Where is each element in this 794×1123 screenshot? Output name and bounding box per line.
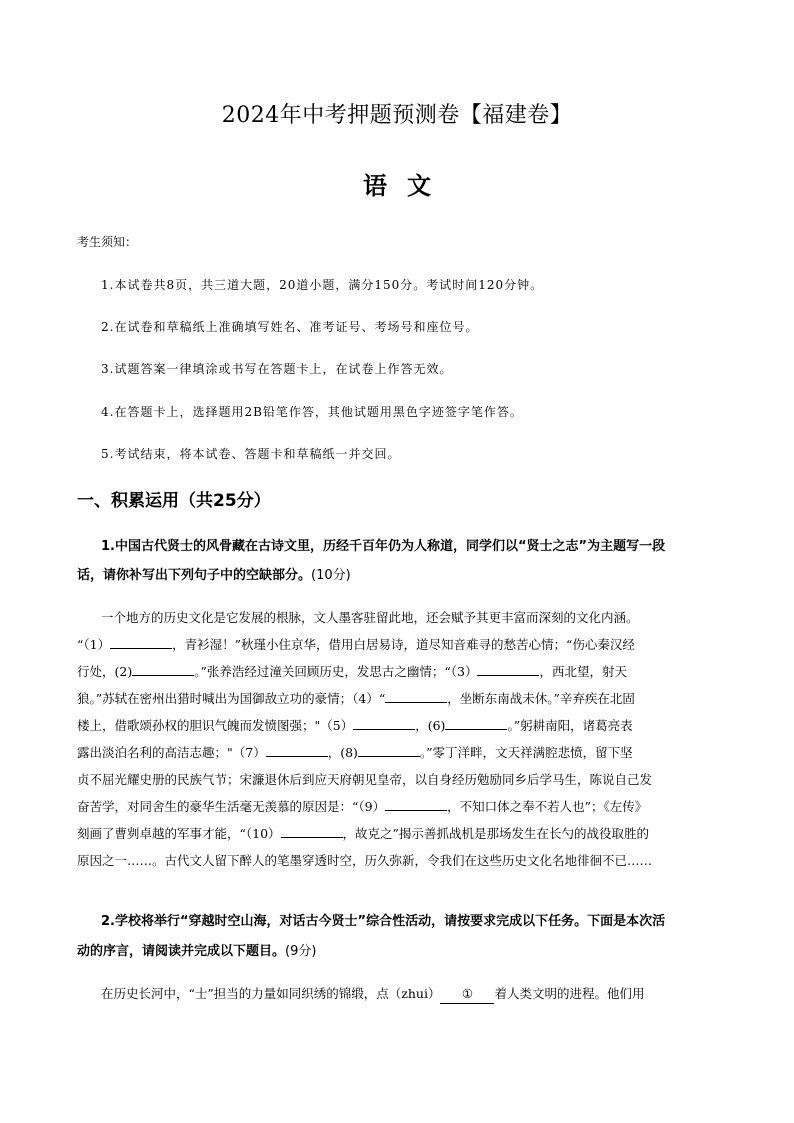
subject-title (0, 166, 794, 201)
passage-text: 。”张养浩经过潼关回顾历史，发思古之幽情；“（3） (194, 664, 478, 679)
passage-text: ，坐断东南战未休。”辛弃疾在北固 (447, 691, 635, 706)
passage-text: ，(8) (327, 745, 358, 760)
passage-text: 在历史长河中，“士”担当的力量如同织绣的锦缎，点（zhui） (101, 986, 441, 1001)
passage-text: 。”躬耕南阳，诸葛亮表 (507, 718, 633, 733)
passage-text: 着人类文明的进程。他们用 (494, 986, 645, 1001)
passage-text: 原因之一……。古代文人留下醉人的笔墨穿透时空，历久弥新，令我们在这些历史文化名地徘徊不已…… (77, 853, 653, 868)
q1-passage-line-2 (77, 636, 719, 654)
answer-blank[interactable] (358, 744, 420, 757)
passage-text: 露出淡泊名利的高洁志趣；"（7） (77, 745, 266, 760)
q1-passage-line-5 (77, 717, 719, 735)
q1-passage-line-8 (77, 798, 719, 816)
answer-blank[interactable] (385, 798, 447, 811)
passage-text: 狼。”苏轼在密州出猎时喊出为国御敌立功的豪情；（4）“ (77, 691, 386, 706)
q1-passage-line-4 (77, 690, 719, 708)
passage-text: ，青衫湿！”秋瑾小住京华，借用白居易诗，道尽知音难寻的愁苦心情；“伤心秦汉经 (172, 637, 635, 652)
answer-blank[interactable] (385, 690, 447, 703)
answer-blank[interactable] (445, 717, 507, 730)
q2-stem-text: 动的序言，请阅读并完成以下题目。 (77, 944, 286, 959)
answer-blank[interactable] (353, 717, 415, 730)
passage-text: “（1） (77, 637, 111, 652)
notice-heading: 考生须知： (77, 235, 138, 249)
passage-text: ，(6) (415, 718, 446, 733)
q1-passage-line-6 (77, 744, 719, 762)
subject-char-1: 语 (363, 172, 387, 200)
subject-char-2: 文 (407, 172, 431, 200)
q1-passage-line-3 (77, 663, 719, 681)
notice-item-1: 1.本试卷共8页，共三道大题，20道小题，满分150分。考试时间120分钟。 (101, 278, 544, 292)
q2-passage-line-1 (101, 985, 719, 1004)
answer-blank[interactable] (477, 663, 539, 676)
answer-blank[interactable] (110, 636, 172, 649)
circled-blank[interactable]: ① (440, 985, 494, 1004)
q1-score: (10分) (311, 568, 351, 583)
answer-blank[interactable] (132, 663, 194, 676)
q2-score: (9分) (285, 944, 317, 959)
passage-text: 刻画了曹刿卓越的军事才能，“（10） (77, 826, 281, 841)
q2-stem-line-1: 2.学校将举行“穿越时空山海，对话古今贤士”综合性活动，请按要求完成以下任务。下面是本次活 (101, 914, 666, 929)
notice-item-2: 2.在试卷和草稿纸上准确填写姓名、准考证号、考场号和座位号。 (101, 320, 479, 334)
section-1-title: 一、积累运用（共25分） (77, 491, 271, 511)
passage-text: ，不知口体之奉不若人也”；《左传》 (447, 799, 648, 814)
passage-text: ，西北望，射天 (539, 664, 627, 679)
passage-text: 奋苦学，对同舍生的豪华生活毫无羡慕的原因是：“（9） (77, 799, 386, 814)
passage-text: ，故克之”揭示善抓战机是那场发生在长勺的战役取胜的 (342, 826, 649, 841)
q1-passage-line-9 (77, 825, 719, 843)
q1-passage-line-1 (101, 609, 719, 627)
q1-stem-line-2 (77, 566, 719, 586)
passage-text: 行处，(2) (77, 664, 133, 679)
q1-passage-line-7 (77, 771, 719, 789)
exam-title: 2024年中考押题预测卷【福建卷】 (221, 103, 573, 128)
passage-text: 贞不屈光耀史册的民族气节；宋濂退休后到应天府朝见皇帝，以自身经历勉励同乡后学马生，陈说自己发 (77, 772, 653, 787)
notice-item-3: 3.试题答案一律填涂或书写在答题卡上，在试卷上作答无效。 (101, 362, 453, 376)
passage-text: 。”零丁洋畔，文天祥满腔悲愤，留下坚 (419, 745, 633, 760)
notice-item-5: 5.考试结束，将本试卷、答题卡和草稿纸一并交回。 (101, 447, 401, 461)
q1-stem-line-1: 1.中国古代贤士的风骨藏在古诗文里，历经千百年仍为人称道，同学们以“贤士之志”为主题写一段 (101, 539, 666, 554)
answer-blank[interactable] (266, 744, 328, 757)
q2-stem-line-2 (77, 942, 719, 962)
answer-blank[interactable] (281, 825, 343, 838)
notice-item-4: 4.在答题卡上，选择题用2B铅笔作答，其他试题用黑色字迹签字笔作答。 (101, 405, 523, 419)
q1-passage-line-10 (77, 852, 719, 870)
passage-text: 楼上，借歌颂孙权的胆识气魄而发愤图强；"（5） (77, 718, 354, 733)
passage-text: 一个地方的历史文化是它发展的根脉，文人墨客驻留此地，还会赋予其更丰富而深刻的文化内涵。 (101, 610, 639, 625)
q1-stem-text: 话，请你补写出下列句子中的空缺部分。 (77, 568, 312, 583)
